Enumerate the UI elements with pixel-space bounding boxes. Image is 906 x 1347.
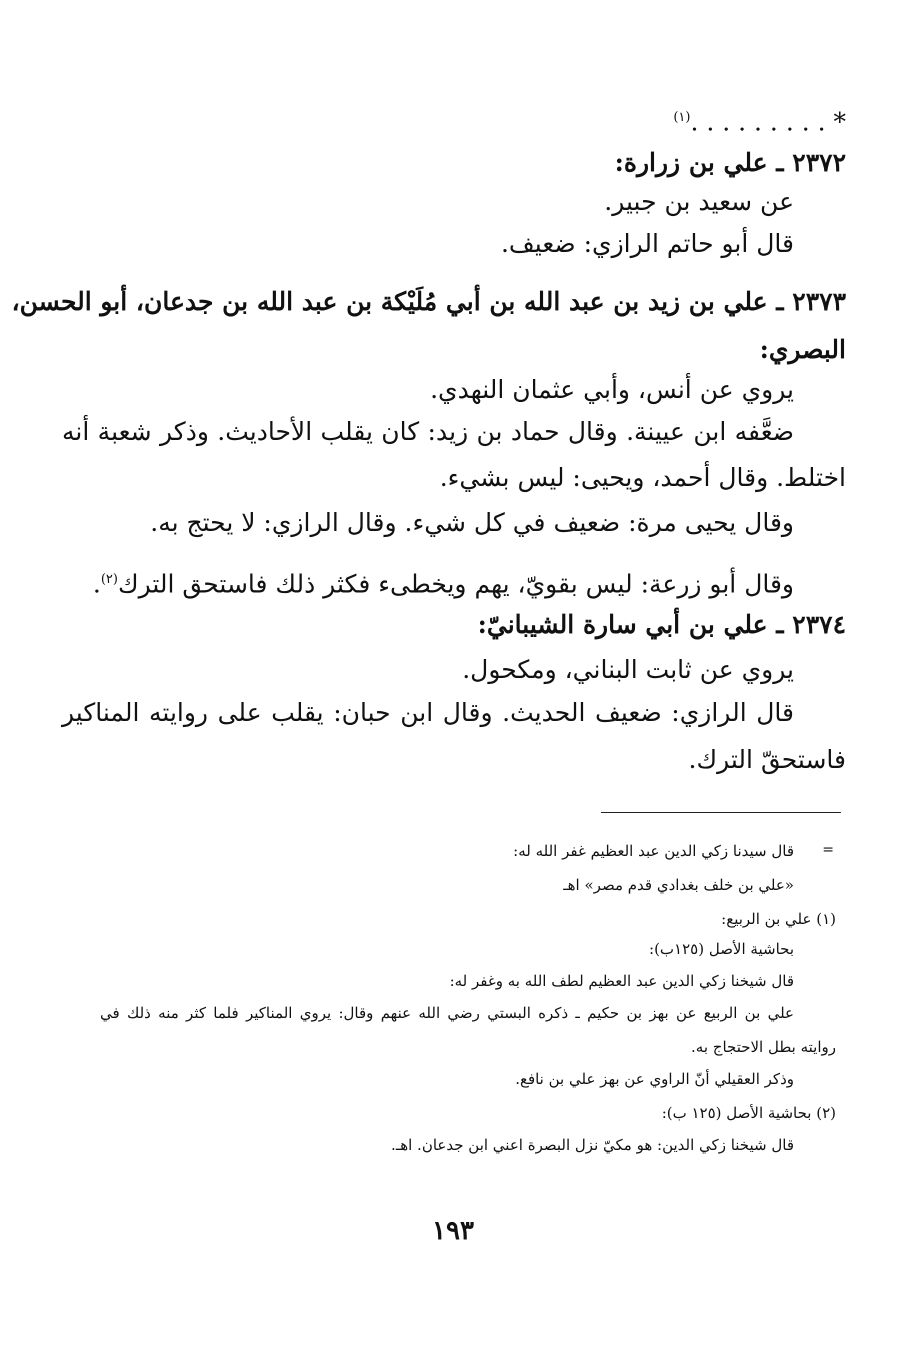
footnote-line-2: «علي بن خلف بغدادي قدم مصر» اهـ [563,876,794,894]
footnote-line-6: علي بن الربيع عن بهز بن حكيم ـ ذكره البستي رضي الله عنهم وقال: يروي المناكير فلما كثر منه ذلك في [100,1004,794,1022]
entry-2372-line-1: عن سعيد بن جبير. [604,187,794,216]
footnote-line-3: (١) علي بن الربيع: [721,910,836,928]
entry-2373-title-line-1: ٢٣٧٣ ـ علي بن زيد بن عبد الله بن أبي مُلَيْكة بن عبد الله بن جدعان، أبو الحسن، [11,287,846,316]
page-number: ١٩٣ [432,1216,474,1246]
entry-2374-line-2: قال الرازي: ضعيف الحديث. وقال ابن حبان: يقلب على روايته المناكير [62,698,794,727]
footnote-line-9: (٢) بحاشية الأصل (١٢٥ ب): [661,1104,836,1122]
entry-2372-line-2: قال أبو حاتم الرازي: ضعيف. [500,229,794,258]
top-ellipsis-line [110,98,846,142]
footnote-line-1: قال سيدنا زكي الدين عبد العظيم غفر الله له: [513,842,794,860]
entry-2374-title: ٢٣٧٤ ـ علي بن أبي سارة الشيبانيّ: [477,610,846,639]
entry-2373-line-3: اختلط. وقال أحمد، ويحيى: ليس بشيء. [439,463,846,492]
entry-2373-line-5-end: . [92,569,101,599]
footnote-line-10: قال شيخنا زكي الدين: هو مكيّ نزل البصرة اعني ابن جدعان. اهـ. [391,1136,794,1154]
entry-2373-line-5-text: وقال أبو زرعة: ليس بقويّ، يهم ويخطىء فكثر ذلك فاستحق الترك [117,569,794,599]
ellipsis-text: * . . . . . . . . . [690,107,846,137]
footnote-ref-2: (٢) [100,572,118,587]
footnote-line-5: قال شيخنا زكي الدين عبد العظيم لطف الله به وغفر له: [449,972,794,990]
continuation-mark: = [822,842,834,858]
footnote-line-7: روايته بطل الاحتجاج به. [691,1038,836,1056]
footnote-separator [601,812,841,813]
entry-2372-title: ٢٣٧٢ ـ علي بن زرارة: [614,148,846,177]
footnote-line-8: وذكر العقيلي أنّ الراوي عن بهز علي بن نافع. [515,1070,794,1088]
entry-2373-line-4: وقال يحيى مرة: ضعيف في كل شيء. وقال الرازي: لا يحتج به. [150,508,794,537]
entry-2373-line-2: ضعَّفه ابن عيينة. وقال حماد بن زيد: كان يقلب الأحاديث. وذكر شعبة أنه [62,417,794,446]
entry-2374-line-1: يروي عن ثابت البناني، ومكحول. [462,655,794,684]
entry-2373-line-5 [92,560,794,604]
entry-2373-title-line-2: البصري: [759,335,846,364]
entry-2373-line-1: يروي عن أنس، وأبي عثمان النهدي. [430,375,794,404]
entry-2374-line-3: فاستحقّ الترك. [688,745,846,774]
footnote-line-4: بحاشية الأصل (١٢٥ب): [649,940,794,958]
footnote-ref-1: (١) [673,110,691,125]
